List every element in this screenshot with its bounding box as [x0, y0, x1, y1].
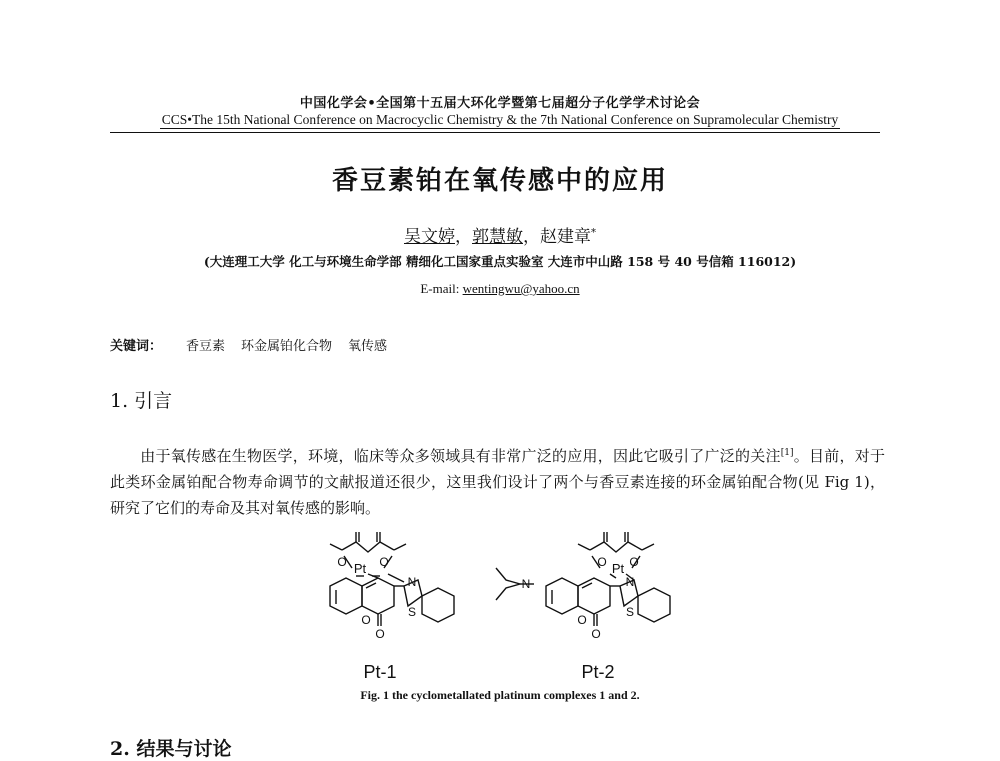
intro-paragraph: [110, 440, 885, 521]
figure-caption: Fig. 1 the cyclometallated platinum complexes 1 and 2.: [360, 688, 640, 702]
atom-s: S: [625, 605, 635, 619]
atom-n: N: [407, 575, 417, 589]
email-line: [0, 281, 1000, 297]
affiliation: (大连理工大学 化工与环境生命学部 精细化工国家重点实验室 大连市中山路 158 号 40 号信箱 116012): [203, 254, 797, 269]
conference-title-cn: 中国化学会•全国第十五届大环化学暨第七届超分子化学学术讨论会: [299, 96, 701, 111]
section-heading-results: 2. 结果与讨论: [110, 738, 232, 760]
compound-label-2: Pt-2: [581, 662, 615, 682]
author-3: 赵建章: [540, 227, 591, 247]
author-line: [0, 222, 1000, 247]
paper-title: 香豆素铂在氧传感中的应用: [331, 166, 668, 196]
atom-o: O: [337, 555, 347, 569]
atom-o: O: [591, 627, 601, 641]
email-link[interactable]: wentingwu@yahoo.cn: [462, 281, 580, 296]
section-heading-introduction: 1. 引言: [110, 390, 173, 412]
atom-o: O: [375, 627, 385, 641]
keyword-item: 香豆素: [186, 339, 226, 354]
atom-pt: Pt: [353, 561, 367, 576]
compound-label-1: Pt-1: [363, 662, 397, 682]
header-rule: [110, 132, 880, 133]
intro-text-part2: 。目前，对于此类环金属铂配合物寿命调节的文献报道还很少，这里我们设计了两个与香豆素连接的环金属铂配合物(见 Fig 1)，研究了它们的寿命及其对氧传感的影响。: [110, 447, 885, 517]
corresponding-mark: *: [591, 227, 596, 239]
atom-s: S: [407, 605, 417, 619]
keyword-item: 环金属铂化合物: [241, 339, 333, 354]
chemical-structures-figure: [300, 528, 720, 688]
intro-text-part1: 由于氧传感在生物医学，环境，临床等众多领域具有非常广泛的应用，因此它吸引了广泛的关注: [140, 447, 781, 465]
author-2: 郭慧敏: [472, 227, 523, 247]
citation-ref: [1]: [780, 448, 794, 458]
structure-pt-1: [330, 532, 454, 626]
conference-title-en-text: CCS•The 15th National Conference on Macrocyclic Chemistry & the 7th National Conference on Supramolecular Chemistry: [161, 112, 839, 127]
atom-n: N: [625, 575, 635, 589]
atom-pt: Pt: [611, 561, 625, 576]
keywords-label: 关键词：: [110, 339, 163, 354]
keyword-item: 氧传感: [348, 339, 388, 354]
figure-1: [300, 528, 720, 688]
conference-title-en: [0, 112, 1000, 128]
keywords-line: [110, 335, 403, 354]
author-separator-1: ，: [455, 227, 472, 247]
atom-o: O: [361, 613, 371, 627]
atom-o: O: [629, 555, 639, 569]
author-separator-2: ，: [523, 227, 540, 247]
atom-o: O: [379, 555, 389, 569]
atom-o: O: [597, 555, 607, 569]
email-label: E-mail:: [420, 281, 463, 296]
atom-o: O: [577, 613, 587, 627]
atom-n: N: [521, 577, 531, 591]
author-1: 吴文婷: [404, 227, 455, 247]
